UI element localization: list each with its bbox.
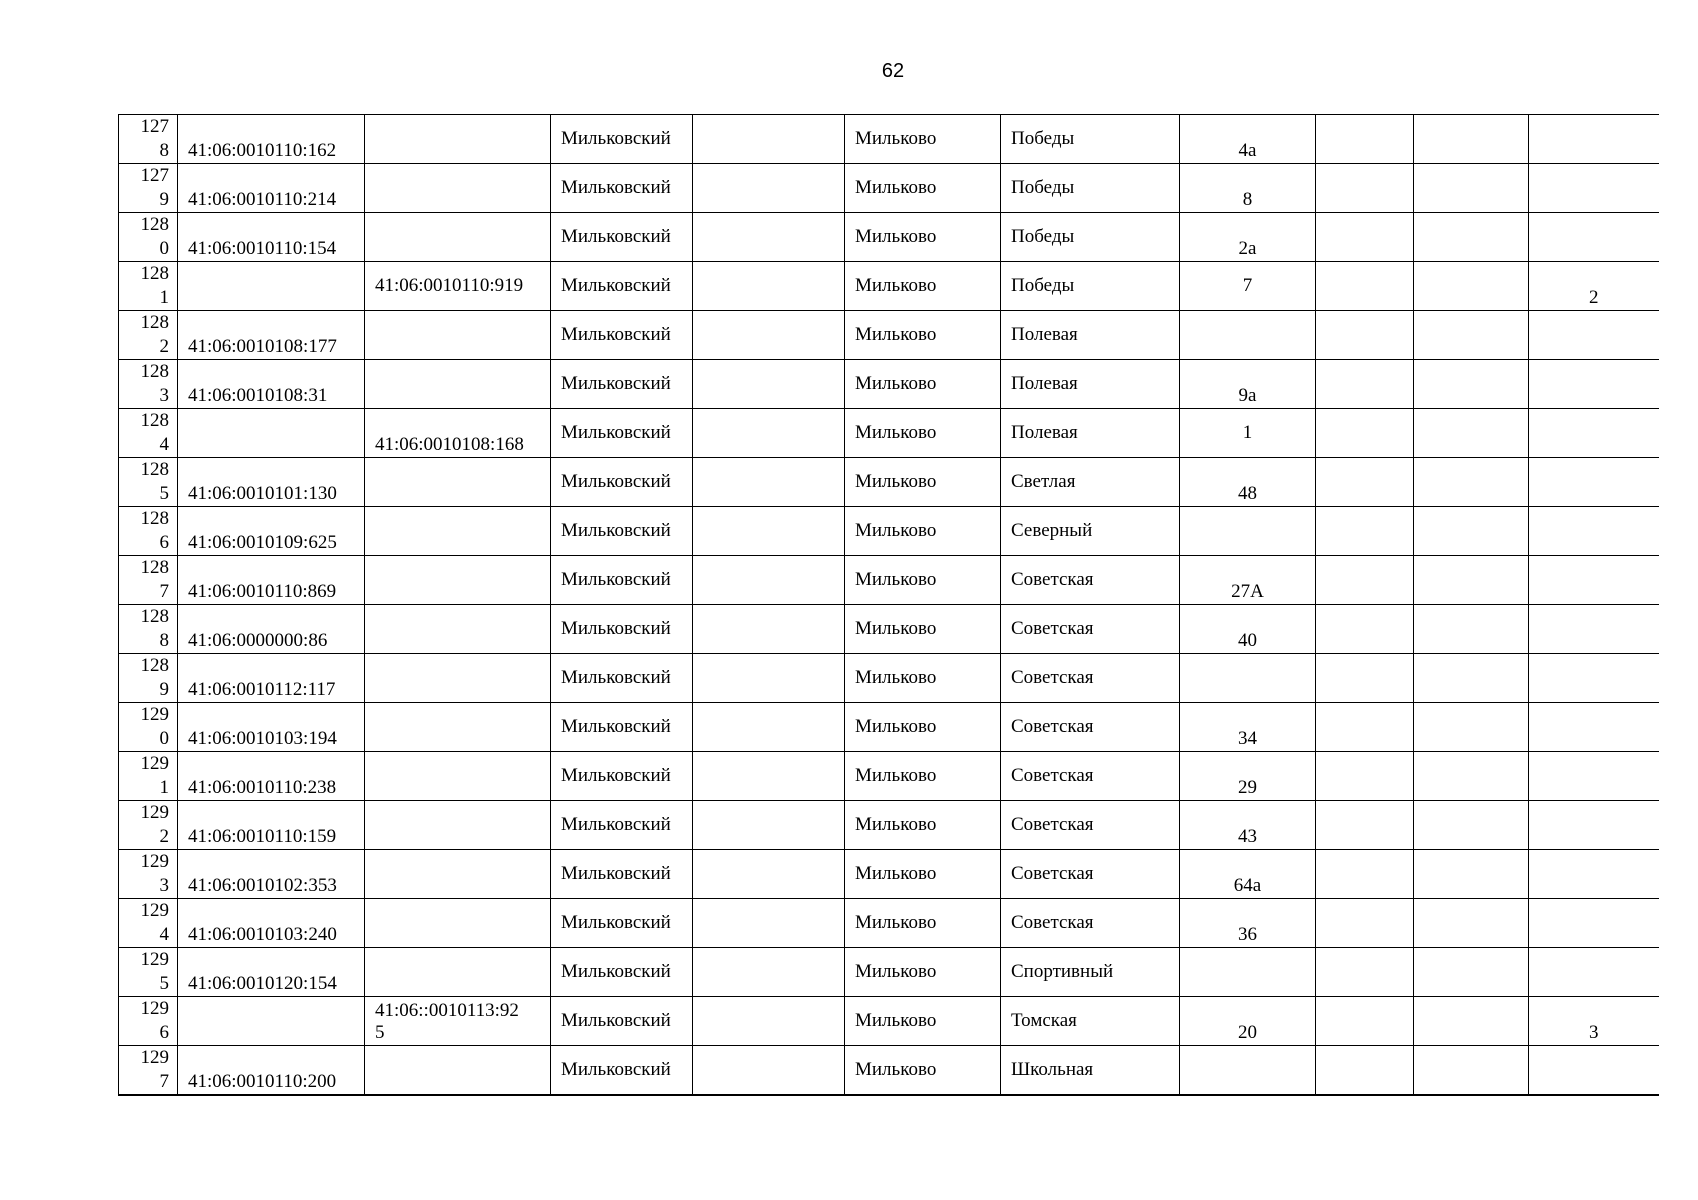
empty-cell (693, 801, 845, 850)
district: Мильковский (551, 556, 693, 605)
district: Мильковский (551, 752, 693, 801)
empty-cell (693, 899, 845, 948)
empty-cell (693, 997, 845, 1046)
empty-cell (1414, 115, 1529, 164)
street: Спортивный (1001, 948, 1180, 997)
empty-cell (693, 556, 845, 605)
row-number: 128 5 (119, 458, 178, 507)
table-row (119, 213, 1659, 262)
district: Мильковский (551, 458, 693, 507)
empty-cell (1414, 409, 1529, 458)
district: Мильковский (551, 1046, 693, 1096)
row-number: 129 6 (119, 997, 178, 1046)
row-number: 129 5 (119, 948, 178, 997)
extra-value (1529, 752, 1659, 801)
house-number: 1 (1180, 409, 1316, 458)
row-number: 129 0 (119, 703, 178, 752)
house-number (1180, 654, 1316, 703)
district: Мильковский (551, 850, 693, 899)
cadastral-number: 41:06:0010110:869 (178, 556, 365, 605)
row-number: 129 2 (119, 801, 178, 850)
cadastral-number: 41:06:0010110:159 (178, 801, 365, 850)
cadastral-number: 41:06:0010110:162 (178, 115, 365, 164)
house-number: 40 (1180, 605, 1316, 654)
cadastral-number: 41:06:0010110:154 (178, 213, 365, 262)
street: Советская (1001, 703, 1180, 752)
empty-cell (1316, 311, 1414, 360)
cadastral-number (178, 262, 365, 311)
empty-cell (693, 703, 845, 752)
table-row (119, 850, 1659, 899)
extra-value (1529, 311, 1659, 360)
district: Мильковский (551, 948, 693, 997)
cadastral-number (178, 997, 365, 1046)
cadastral-number (178, 409, 365, 458)
cadastral-number: 41:06:0010108:31 (178, 360, 365, 409)
linked-cadastral-number (365, 311, 551, 360)
district: Мильковский (551, 311, 693, 360)
cadastral-number: 41:06:0010108:177 (178, 311, 365, 360)
empty-cell (1316, 115, 1414, 164)
street: Советская (1001, 752, 1180, 801)
district: Мильковский (551, 409, 693, 458)
empty-cell (1316, 654, 1414, 703)
empty-cell (1414, 360, 1529, 409)
table-row (119, 948, 1659, 997)
row-number: 128 8 (119, 605, 178, 654)
linked-cadastral-number (365, 850, 551, 899)
linked-cadastral-number (365, 507, 551, 556)
street: Полевая (1001, 409, 1180, 458)
cadastral-number: 41:06:0010112:117 (178, 654, 365, 703)
settlement: Мильково (845, 752, 1001, 801)
cadastral-number: 41:06:0010120:154 (178, 948, 365, 997)
settlement: Мильково (845, 164, 1001, 213)
house-number (1180, 507, 1316, 556)
extra-value (1529, 654, 1659, 703)
cadastral-number: 41:06:0010103:194 (178, 703, 365, 752)
linked-cadastral-number (365, 703, 551, 752)
extra-value (1529, 1046, 1659, 1096)
empty-cell (1316, 899, 1414, 948)
settlement: Мильково (845, 556, 1001, 605)
empty-cell (1414, 948, 1529, 997)
linked-cadastral-number (365, 556, 551, 605)
extra-value (1529, 360, 1659, 409)
empty-cell (1316, 752, 1414, 801)
empty-cell (693, 948, 845, 997)
extra-value (1529, 115, 1659, 164)
linked-cadastral-number (365, 654, 551, 703)
table-row (119, 262, 1659, 311)
empty-cell (1316, 556, 1414, 605)
extra-value: 3 (1529, 997, 1659, 1046)
district: Мильковский (551, 262, 693, 311)
row-number: 128 4 (119, 409, 178, 458)
extra-value (1529, 507, 1659, 556)
property-registry-table (118, 114, 1659, 1096)
empty-cell (1316, 948, 1414, 997)
house-number (1180, 948, 1316, 997)
table-row (119, 899, 1659, 948)
district: Мильковский (551, 899, 693, 948)
row-number: 129 7 (119, 1046, 178, 1096)
empty-cell (693, 409, 845, 458)
table-row (119, 164, 1659, 213)
row-number: 128 0 (119, 213, 178, 262)
table-row (119, 311, 1659, 360)
street: Победы (1001, 164, 1180, 213)
district: Мильковский (551, 213, 693, 262)
empty-cell (1414, 752, 1529, 801)
empty-cell (1316, 409, 1414, 458)
empty-cell (1414, 507, 1529, 556)
table-row (119, 409, 1659, 458)
registry-body (119, 115, 1659, 1096)
house-number (1180, 1046, 1316, 1096)
settlement: Мильково (845, 605, 1001, 654)
house-number (1180, 311, 1316, 360)
row-number: 128 1 (119, 262, 178, 311)
district: Мильковский (551, 801, 693, 850)
district: Мильковский (551, 605, 693, 654)
settlement: Мильково (845, 409, 1001, 458)
table-row (119, 1046, 1659, 1096)
empty-cell (1414, 899, 1529, 948)
empty-cell (1316, 164, 1414, 213)
extra-value (1529, 899, 1659, 948)
house-number: 29 (1180, 752, 1316, 801)
extra-value (1529, 948, 1659, 997)
row-number: 128 7 (119, 556, 178, 605)
row-number: 128 9 (119, 654, 178, 703)
linked-cadastral-number (365, 752, 551, 801)
linked-cadastral-number: 41:06:0010108:168 (365, 409, 551, 458)
settlement: Мильково (845, 997, 1001, 1046)
settlement: Мильково (845, 213, 1001, 262)
empty-cell (1414, 1046, 1529, 1096)
table-row (119, 801, 1659, 850)
district: Мильковский (551, 115, 693, 164)
linked-cadastral-number (365, 164, 551, 213)
house-number: 34 (1180, 703, 1316, 752)
empty-cell (1414, 311, 1529, 360)
empty-cell (1414, 997, 1529, 1046)
settlement: Мильково (845, 115, 1001, 164)
table-row (119, 997, 1659, 1046)
street: Советская (1001, 899, 1180, 948)
house-number: 9а (1180, 360, 1316, 409)
empty-cell (693, 507, 845, 556)
empty-cell (1414, 850, 1529, 899)
cadastral-number: 41:06:0010103:240 (178, 899, 365, 948)
street: Победы (1001, 213, 1180, 262)
extra-value (1529, 801, 1659, 850)
table-row (119, 654, 1659, 703)
settlement: Мильково (845, 899, 1001, 948)
empty-cell (693, 458, 845, 507)
settlement: Мильково (845, 801, 1001, 850)
table-row (119, 507, 1659, 556)
empty-cell (693, 360, 845, 409)
cadastral-number: 41:06:0010110:214 (178, 164, 365, 213)
row-number: 128 6 (119, 507, 178, 556)
empty-cell (693, 850, 845, 899)
house-number: 20 (1180, 997, 1316, 1046)
extra-value (1529, 850, 1659, 899)
empty-cell (1316, 850, 1414, 899)
settlement: Мильково (845, 948, 1001, 997)
street: Северный (1001, 507, 1180, 556)
linked-cadastral-number (365, 115, 551, 164)
house-number: 43 (1180, 801, 1316, 850)
settlement: Мильково (845, 703, 1001, 752)
table-row (119, 458, 1659, 507)
house-number: 8 (1180, 164, 1316, 213)
linked-cadastral-number (365, 360, 551, 409)
table-row (119, 703, 1659, 752)
house-number: 64а (1180, 850, 1316, 899)
district: Мильковский (551, 360, 693, 409)
house-number: 2а (1180, 213, 1316, 262)
empty-cell (1414, 213, 1529, 262)
house-number: 36 (1180, 899, 1316, 948)
empty-cell (693, 262, 845, 311)
row-number: 129 4 (119, 899, 178, 948)
empty-cell (693, 311, 845, 360)
street: Советская (1001, 556, 1180, 605)
district: Мильковский (551, 703, 693, 752)
street: Полевая (1001, 311, 1180, 360)
cadastral-number: 41:06:0010101:130 (178, 458, 365, 507)
district: Мильковский (551, 164, 693, 213)
settlement: Мильково (845, 360, 1001, 409)
extra-value: 2 (1529, 262, 1659, 311)
empty-cell (1316, 213, 1414, 262)
linked-cadastral-number: 41:06:0010110:919 (365, 262, 551, 311)
table-row (119, 752, 1659, 801)
empty-cell (1414, 801, 1529, 850)
empty-cell (1316, 605, 1414, 654)
row-number: 127 8 (119, 115, 178, 164)
empty-cell (693, 115, 845, 164)
cadastral-number: 41:06:0010110:200 (178, 1046, 365, 1096)
district: Мильковский (551, 997, 693, 1046)
linked-cadastral-number (365, 1046, 551, 1096)
cadastral-number: 41:06:0010102:353 (178, 850, 365, 899)
settlement: Мильково (845, 1046, 1001, 1096)
row-number: 129 1 (119, 752, 178, 801)
empty-cell (693, 164, 845, 213)
page-number: 62 (881, 60, 905, 82)
cadastral-number: 41:06:0000000:86 (178, 605, 365, 654)
street: Советская (1001, 850, 1180, 899)
linked-cadastral-number (365, 213, 551, 262)
table-row (119, 605, 1659, 654)
empty-cell (1316, 801, 1414, 850)
empty-cell (693, 605, 845, 654)
settlement: Мильково (845, 507, 1001, 556)
empty-cell (1414, 556, 1529, 605)
street: Школьная (1001, 1046, 1180, 1096)
settlement: Мильково (845, 311, 1001, 360)
empty-cell (1316, 507, 1414, 556)
empty-cell (1414, 458, 1529, 507)
linked-cadastral-number (365, 899, 551, 948)
settlement: Мильково (845, 654, 1001, 703)
empty-cell (1414, 262, 1529, 311)
table-row (119, 556, 1659, 605)
house-number: 48 (1180, 458, 1316, 507)
empty-cell (1316, 997, 1414, 1046)
street: Победы (1001, 115, 1180, 164)
row-number: 128 2 (119, 311, 178, 360)
street: Томская (1001, 997, 1180, 1046)
settlement: Мильково (845, 262, 1001, 311)
extra-value (1529, 703, 1659, 752)
extra-value (1529, 213, 1659, 262)
empty-cell (1316, 1046, 1414, 1096)
row-number: 129 3 (119, 850, 178, 899)
empty-cell (1414, 605, 1529, 654)
table-row (119, 115, 1659, 164)
extra-value (1529, 605, 1659, 654)
empty-cell (693, 1046, 845, 1096)
street: Победы (1001, 262, 1180, 311)
empty-cell (1316, 703, 1414, 752)
empty-cell (1414, 703, 1529, 752)
extra-value (1529, 458, 1659, 507)
house-number: 4а (1180, 115, 1316, 164)
table-row (119, 360, 1659, 409)
street: Полевая (1001, 360, 1180, 409)
settlement: Мильково (845, 850, 1001, 899)
extra-value (1529, 409, 1659, 458)
cadastral-number: 41:06:0010109:625 (178, 507, 365, 556)
empty-cell (693, 752, 845, 801)
empty-cell (693, 213, 845, 262)
extra-value (1529, 556, 1659, 605)
empty-cell (1316, 262, 1414, 311)
district: Мильковский (551, 507, 693, 556)
cadastral-number: 41:06:0010110:238 (178, 752, 365, 801)
linked-cadastral-number: 41:06::0010113:92 5 (365, 997, 551, 1046)
house-number: 27А (1180, 556, 1316, 605)
settlement: Мильково (845, 458, 1001, 507)
street: Советская (1001, 654, 1180, 703)
street: Советская (1001, 605, 1180, 654)
house-number: 7 (1180, 262, 1316, 311)
extra-value (1529, 164, 1659, 213)
street: Советская (1001, 801, 1180, 850)
empty-cell (1414, 654, 1529, 703)
linked-cadastral-number (365, 458, 551, 507)
linked-cadastral-number (365, 605, 551, 654)
row-number: 127 9 (119, 164, 178, 213)
empty-cell (1316, 458, 1414, 507)
empty-cell (693, 654, 845, 703)
linked-cadastral-number (365, 948, 551, 997)
empty-cell (1316, 360, 1414, 409)
district: Мильковский (551, 654, 693, 703)
street: Светлая (1001, 458, 1180, 507)
row-number: 128 3 (119, 360, 178, 409)
linked-cadastral-number (365, 801, 551, 850)
empty-cell (1414, 164, 1529, 213)
